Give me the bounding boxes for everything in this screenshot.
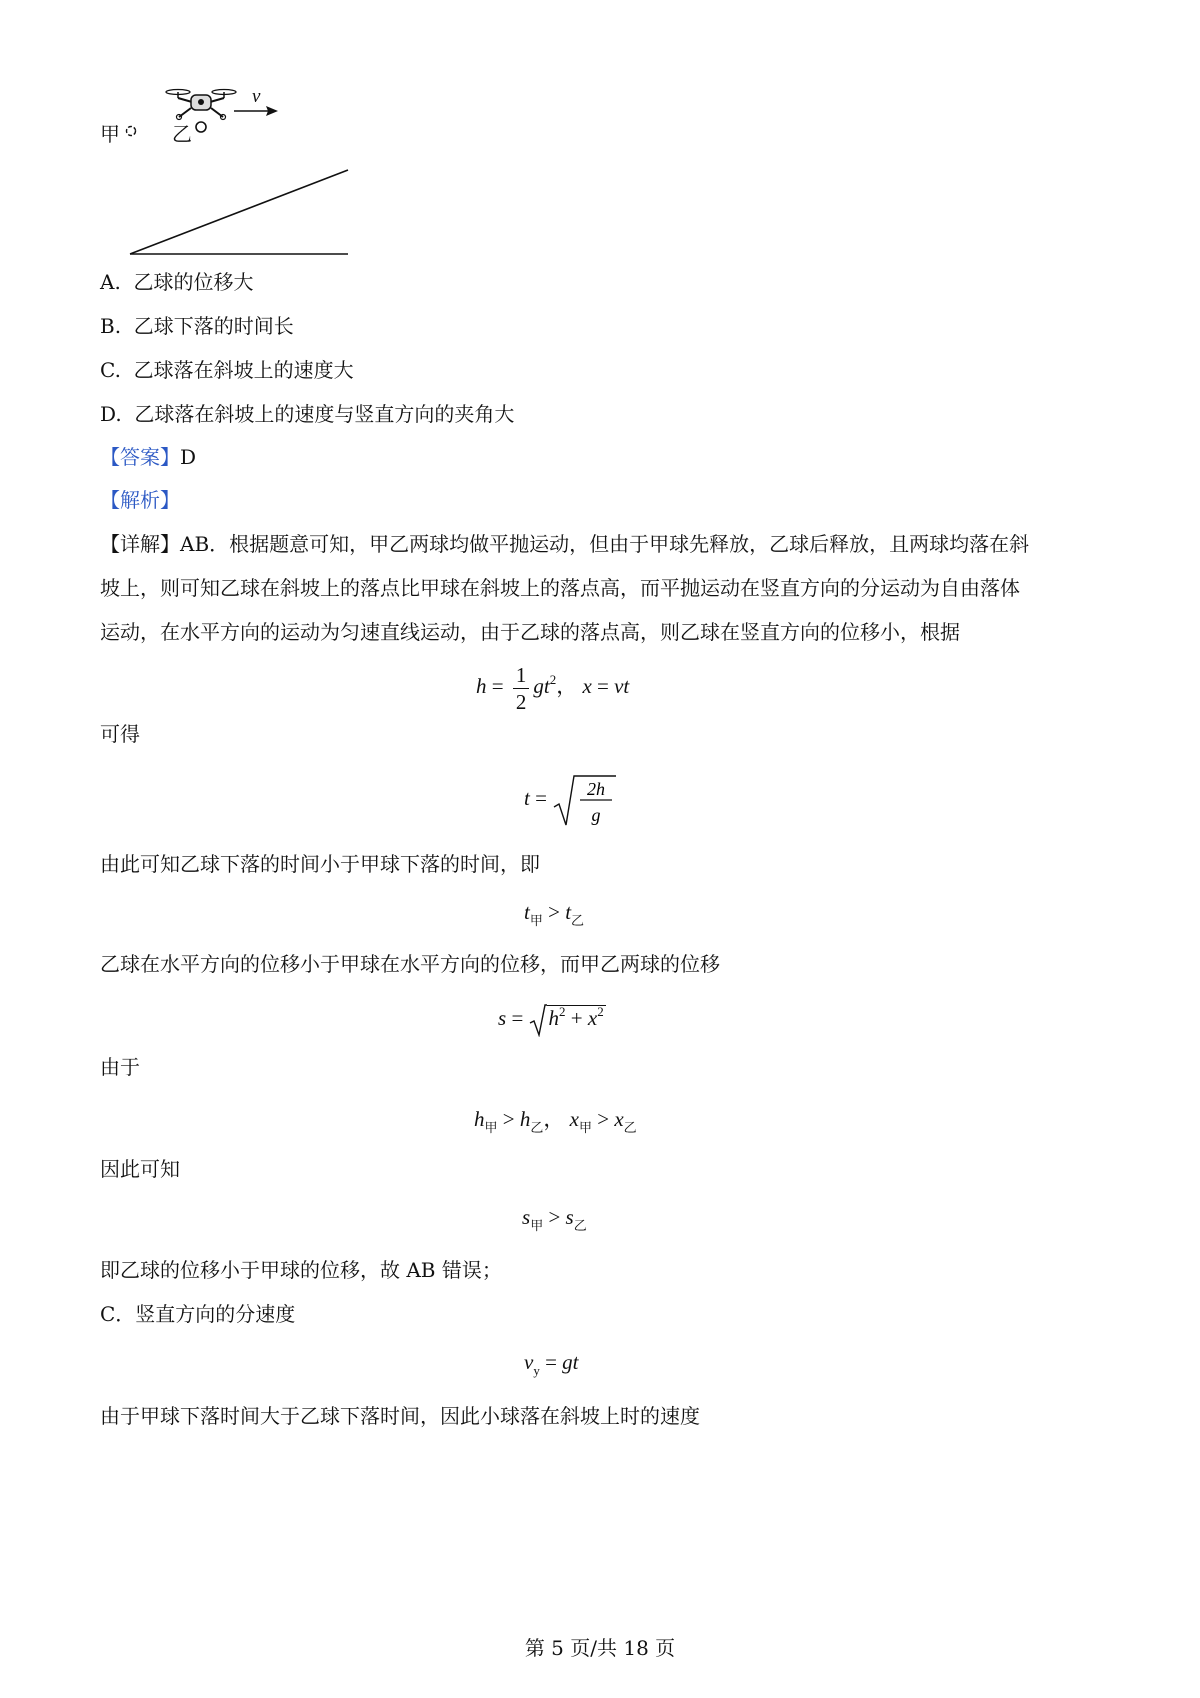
subscript-jia: 甲 — [529, 913, 543, 928]
formula-vy — [524, 1350, 579, 1378]
detail-line-2: 坡上，则可知乙球在斜坡上的落点比甲球在斜坡上的落点高，而平抛运动在竖直方向的分运动为自由落体 — [100, 576, 1020, 600]
sqrt-expression — [552, 771, 618, 829]
text-youci: 由此可知乙球下落的时间小于甲球下落的时间，即 — [100, 852, 540, 876]
var-s: s — [565, 1205, 574, 1229]
var-t: t — [543, 674, 550, 698]
equals-sign: = — [545, 1350, 557, 1374]
label-yi: 乙 — [172, 122, 192, 146]
var-g: g — [533, 674, 544, 698]
var-t: t — [524, 786, 530, 810]
analysis-tag: 【解析】 — [100, 488, 180, 512]
equals-sign: = — [491, 674, 504, 698]
formula-t-compare — [524, 900, 585, 928]
var-v: v — [524, 1350, 534, 1374]
subscript-yi: 乙 — [530, 1120, 544, 1135]
greater-than: > — [502, 1107, 515, 1131]
var-h: h — [548, 1006, 560, 1030]
equals-sign: = — [511, 1006, 524, 1030]
option-c — [100, 356, 354, 384]
var-s: s — [498, 1006, 507, 1030]
var-x: x — [582, 674, 592, 698]
text-yinci: 因此可知 — [100, 1157, 180, 1181]
exponent: 2 — [597, 1004, 604, 1019]
radicand — [547, 1005, 606, 1030]
equals-sign: = — [535, 786, 547, 810]
subscript-jia: 甲 — [578, 1120, 592, 1135]
var-x: x — [569, 1107, 579, 1131]
text-jiyiqiu: 即乙球的位移小于甲球的位移，故 AB 错误； — [100, 1258, 502, 1282]
drone-icon — [164, 84, 238, 124]
numerator: 1 — [513, 662, 530, 689]
label-jia: 甲 — [100, 122, 120, 146]
comma: ， — [556, 674, 578, 698]
var-h: h — [519, 1107, 531, 1131]
answer-line — [100, 443, 196, 471]
var-s: s — [522, 1205, 531, 1229]
denominator: 2 — [515, 689, 527, 714]
page-footer: 第 5 页/共 18 页 — [524, 1636, 676, 1660]
ball-jia-icon — [124, 124, 140, 140]
option-a — [100, 268, 254, 296]
denominator: g — [591, 805, 601, 826]
formula-s — [498, 1000, 606, 1039]
var-t: t — [524, 900, 530, 924]
greater-than: > — [597, 1107, 610, 1131]
option-text: 乙球下落的时间长 — [133, 314, 294, 338]
text-last: 由于甲球下落时间大于乙球下落时间，因此小球落在斜坡上时的速度 — [100, 1404, 700, 1428]
option-key: D. — [100, 402, 122, 426]
plus-sign: + — [570, 1006, 583, 1030]
option-key: B. — [100, 314, 122, 338]
text-kede: 可得 — [100, 722, 140, 746]
option-d — [100, 400, 514, 428]
subscript-yi: 乙 — [623, 1120, 637, 1135]
radical-sign — [552, 773, 618, 829]
subscript-jia: 甲 — [530, 1218, 544, 1233]
var-x: x — [587, 1006, 598, 1030]
formula-h-x — [476, 658, 629, 717]
detail-line-3: 运动，在水平方向的运动为匀速直线运动，由于乙球的落点高，则乙球在竖直方向的位移小，根据 — [100, 620, 960, 644]
subscript-jia: 甲 — [484, 1120, 498, 1135]
greater-than: > — [548, 900, 560, 924]
detail-line-1 — [100, 530, 1029, 558]
numerator: 2h — [587, 779, 606, 800]
answer-tag: 【答案】 — [100, 445, 180, 469]
equals-sign: = — [597, 674, 609, 698]
option-text: 乙球落在斜坡上的速度大 — [133, 358, 354, 382]
var-t: t — [565, 900, 572, 924]
var-h: h — [474, 1107, 485, 1131]
slope-diagram — [126, 164, 352, 258]
exponent: 2 — [549, 672, 557, 687]
formula-s-compare — [522, 1205, 587, 1233]
text-youyu: 由于 — [100, 1055, 140, 1079]
var-h: h — [476, 674, 487, 698]
greater-than: > — [548, 1205, 561, 1229]
detail-tag: 【详解】 — [100, 532, 180, 556]
subscript-y: y — [533, 1363, 540, 1378]
formula-t — [524, 770, 618, 829]
option-text: 乙球落在斜坡上的速度与竖直方向的夹角大 — [134, 402, 515, 426]
exponent: 2 — [559, 1004, 566, 1019]
text-yiqiu-h: 乙球在水平方向的位移小于甲球在水平方向的位移，而甲乙两球的位移 — [100, 952, 720, 976]
var-x: x — [614, 1107, 624, 1131]
subscript-yi: 乙 — [571, 913, 585, 928]
option-b — [100, 312, 294, 340]
answer-value: D — [180, 445, 197, 469]
option-key: C. — [100, 358, 121, 382]
term-vt: vt — [614, 674, 630, 698]
detail-text: AB．根据题意可知，甲乙两球均做平抛运动，但由于甲球先释放，乙球后释放，且两球均落在斜 — [180, 532, 1030, 556]
text-c-line: C．竖直方向的分速度 — [100, 1302, 296, 1326]
option-key: A. — [100, 270, 121, 294]
term-gt: gt — [562, 1350, 579, 1374]
radical-sign — [529, 1003, 547, 1037]
option-text: 乙球的位移大 — [133, 270, 254, 294]
fraction-half — [513, 662, 530, 715]
subscript-yi: 乙 — [573, 1218, 587, 1233]
comma: ， — [543, 1107, 565, 1131]
velocity-label: v — [252, 86, 261, 107]
formula-h-x-compare — [474, 1103, 637, 1133]
